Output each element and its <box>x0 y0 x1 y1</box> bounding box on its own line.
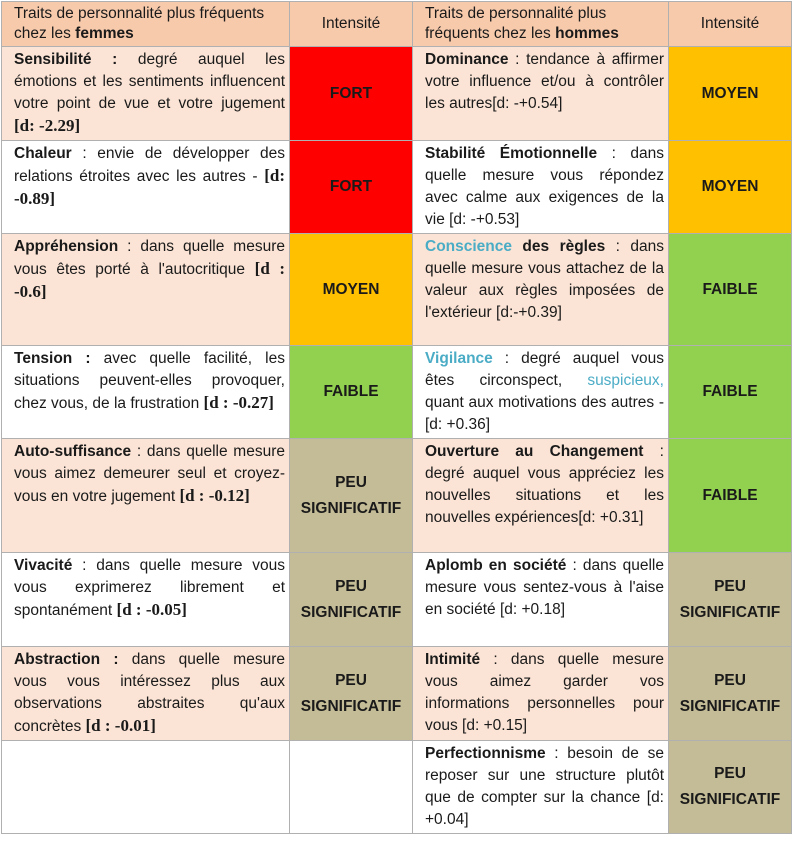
women-intensity-header: Intensité <box>290 2 413 47</box>
women-trait-empty <box>2 741 290 834</box>
women-intensity-badge: FORT <box>290 141 413 234</box>
personality-traits-table <box>1 1 792 834</box>
men-intensity-badge: PEU SIGNIFICATIF <box>669 647 792 741</box>
men-intensity-badge: MOYEN <box>669 47 792 141</box>
men-trait-intimite: Intimité : dans quelle mesure vous aimez garder vos informations personnelles pour vous [d: +0.15] <box>413 647 669 741</box>
men-trait-stabilite-emotionnelle: Stabilité Émotionnelle : dans quelle mesure vous répondez avec calme aux exigences de la vie [d: -+0.53] <box>413 141 669 234</box>
men-intensity-badge: MOYEN <box>669 141 792 234</box>
women-intensity-badge: PEU SIGNIFICATIF <box>290 553 413 647</box>
table-row <box>2 47 792 141</box>
men-trait-vigilance: Vigilance : degré auquel vous êtes circonspect, suspicieux, quant aux motivations des autres - [d: +0.36] <box>413 346 669 439</box>
men-traits-header: Traits de personnalité plus fréquents chez les hommes <box>413 2 669 47</box>
table-row <box>2 141 792 234</box>
table-row <box>2 439 792 553</box>
men-intensity-badge: FAIBLE <box>669 346 792 439</box>
women-trait-chaleur: Chaleur : envie de développer des relations étroites avec les autres - [d: -0.89] <box>2 141 290 234</box>
women-intensity-badge: PEU SIGNIFICATIF <box>290 647 413 741</box>
women-trait-vivacite: Vivacité : dans quelle mesure vous vous exprimerez librement et spontanément [d : -0.05] <box>2 553 290 647</box>
men-trait-perfectionnisme: Perfectionnisme : besoin de se reposer sur une structure plutôt que de compter sur la chance [d: +0.04] <box>413 741 669 834</box>
women-intensity-badge: MOYEN <box>290 234 413 346</box>
table-row <box>2 346 792 439</box>
women-trait-sensibilite: Sensibilité : degré auquel les émotions et les sentiments influencent votre point de vue et votre jugement [d: -2.29] <box>2 47 290 141</box>
header-row <box>2 2 792 47</box>
men-trait-conscience-des-regles: Conscience des règles : dans quelle mesure vous attachez de la valeur aux règles imposées de l'extérieur [d:-+0.39] <box>413 234 669 346</box>
table-row <box>2 647 792 741</box>
men-trait-aplomb-en-societe: Aplomb en société : dans quelle mesure vous sentez-vous à l'aise en société [d: +0.18] <box>413 553 669 647</box>
men-intensity-badge: FAIBLE <box>669 439 792 553</box>
men-trait-ouverture-au-changement: Ouverture au Changement : degré auquel vous appréciez les nouvelles situations et les nouvelles expériences[d: +0.31] <box>413 439 669 553</box>
women-traits-header: Traits de personnalité plus fréquents chez les femmes <box>2 2 290 47</box>
women-intensity-badge: PEU SIGNIFICATIF <box>290 439 413 553</box>
men-intensity-header: Intensité <box>669 2 792 47</box>
women-intensity-badge: FORT <box>290 47 413 141</box>
women-intensity-empty <box>290 741 413 834</box>
men-intensity-badge: PEU SIGNIFICATIF <box>669 741 792 834</box>
women-trait-apprehension: Appréhension : dans quelle mesure vous êtes porté à l'autocritique [d : -0.6] <box>2 234 290 346</box>
men-intensity-badge: FAIBLE <box>669 234 792 346</box>
table-row <box>2 741 792 834</box>
women-trait-auto-suffisance: Auto-suffisance : dans quelle mesure vous aimez demeurer seul et croyez-vous en votre jugement [d : -0.12] <box>2 439 290 553</box>
men-trait-dominance: Dominance : tendance à affirmer votre influence et/ou à contrôler les autres[d: -+0.54] <box>413 47 669 141</box>
women-intensity-badge: FAIBLE <box>290 346 413 439</box>
table-row <box>2 234 792 346</box>
women-trait-tension: Tension : avec quelle facilité, les situations peuvent-elles provoquer, chez vous, de la frustration [d : -0.27] <box>2 346 290 439</box>
men-intensity-badge: PEU SIGNIFICATIF <box>669 553 792 647</box>
table-row <box>2 553 792 647</box>
women-trait-abstraction: Abstraction : dans quelle mesure vous vous intéressez plus aux observations abstraites qu'aux concrètes [d : -0.01] <box>2 647 290 741</box>
